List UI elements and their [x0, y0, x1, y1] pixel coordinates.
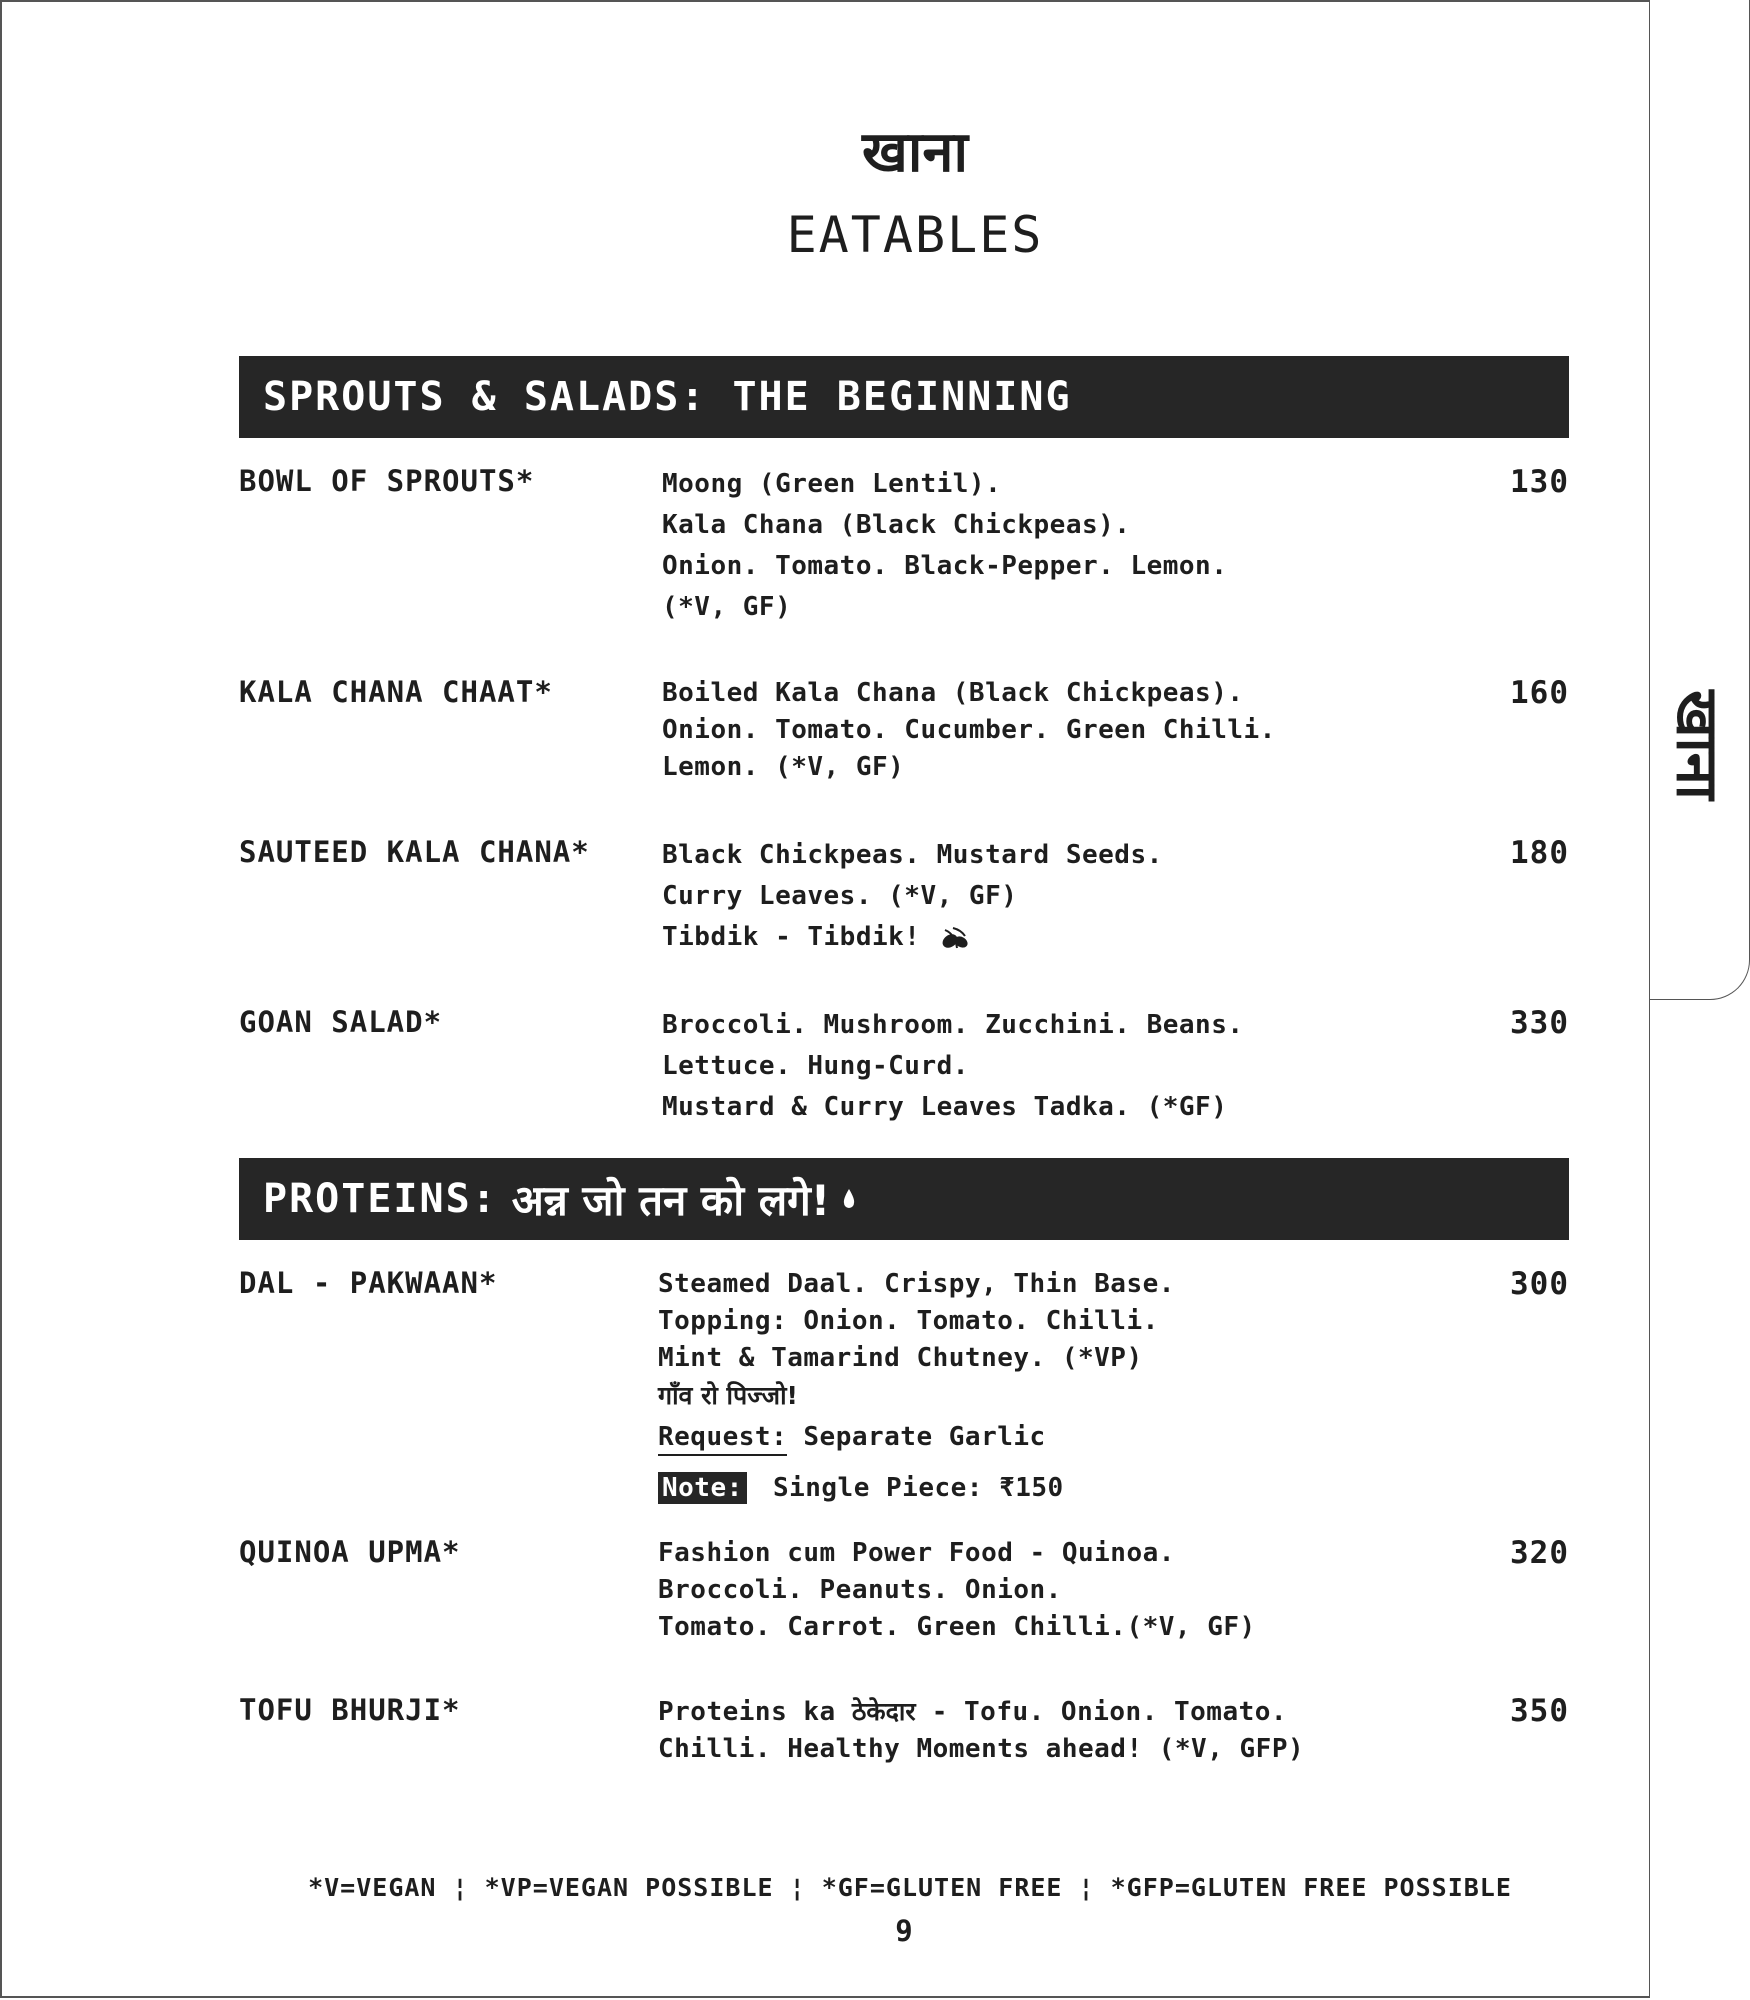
- item-name: DAL - PAKWAAN*: [239, 1266, 498, 1300]
- description-line: Lemon. (*V, GF): [662, 752, 905, 782]
- page-number: 9: [895, 1914, 913, 1948]
- dietary-legend: *V=VEGAN ¦ *VP=VEGAN POSSIBLE ¦ *GF=GLUTEN FREE ¦ *GFP=GLUTEN FREE POSSIBLE: [308, 1873, 1512, 1902]
- description-line: Mustard & Curry Leaves Tadka. (*GF): [662, 1092, 1228, 1122]
- item-name: QUINOA UPMA*: [239, 1535, 461, 1569]
- description-line: Moong (Green Lentil).: [662, 469, 1002, 499]
- item-description: [662, 835, 1442, 958]
- item-price: 160: [1510, 675, 1569, 711]
- description-line: Steamed Daal. Crispy, Thin Base.: [658, 1269, 1175, 1299]
- description-line: [662, 917, 1442, 958]
- item-price: 320: [1510, 1535, 1569, 1571]
- description-line: Fashion cum Power Food - Quinoa.: [658, 1538, 1175, 1568]
- leaf-icon: [939, 924, 971, 952]
- description-line: Boiled Kala Chana (Black Chickpeas).: [662, 678, 1244, 708]
- description-line: Black Chickpeas. Mustard Seeds.: [662, 840, 1163, 870]
- item-price: 180: [1510, 835, 1569, 871]
- item-price: 130: [1510, 464, 1569, 500]
- note-text: Single Piece: ₹150: [772, 1473, 1064, 1503]
- section-title: PROTEINS:: [263, 1176, 498, 1222]
- description-line: Broccoli. Peanuts. Onion.: [658, 1575, 1062, 1605]
- item-name: BOWL OF SPROUTS*: [239, 464, 535, 498]
- tagline-text: Tibdik - Tibdik!: [662, 922, 921, 952]
- request-text: Separate Garlic: [803, 1422, 1046, 1452]
- description-hindi: ठेकेदार: [851, 1697, 916, 1726]
- request-line: [658, 1417, 1438, 1458]
- section-header-proteins: [239, 1158, 1569, 1240]
- side-tab-label: खाना: [1663, 690, 1732, 800]
- section-header-sprouts-salads: [239, 356, 1569, 438]
- description-line: Onion. Tomato. Cucumber. Green Chilli.: [662, 715, 1276, 745]
- description-line: Kala Chana (Black Chickpeas).: [662, 510, 1131, 540]
- description-line: Chilli. Healthy Moments ahead! (*V, GFP): [658, 1734, 1305, 1764]
- item-description: [658, 1266, 1438, 1509]
- item-price: 350: [1510, 1693, 1569, 1729]
- section-title-hindi: अन्न जो तन को लगे!: [511, 1175, 830, 1225]
- description-line: [658, 1693, 1438, 1731]
- request-label: Request:: [658, 1422, 787, 1456]
- description-line: Onion. Tomato. Black-Pepper. Lemon.: [662, 551, 1228, 581]
- description-line: Topping: Onion. Tomato. Chilli.: [658, 1306, 1159, 1336]
- description-line: Tomato. Carrot. Green Chilli.(*V, GF): [658, 1612, 1256, 1642]
- description-line: Broccoli. Mushroom. Zucchini. Beans.: [662, 1010, 1244, 1040]
- item-price: 300: [1510, 1266, 1569, 1302]
- description-line: Lettuce. Hung-Curd.: [662, 1051, 969, 1081]
- item-description: [662, 464, 1442, 628]
- item-name: GOAN SALAD*: [239, 1005, 443, 1039]
- item-price: 330: [1510, 1005, 1569, 1041]
- item-description: [658, 1535, 1438, 1646]
- note-line: [658, 1468, 1438, 1509]
- section-title: SPROUTS & SALADS: THE BEGINNING: [263, 374, 1072, 420]
- item-name: SAUTEED KALA CHANA*: [239, 835, 590, 869]
- description-line: (*V, GF): [662, 592, 792, 622]
- page-title-hindi: खाना: [862, 120, 968, 185]
- item-name: TOFU BHURJI*: [239, 1693, 461, 1727]
- description-suffix: - Tofu. Onion. Tomato.: [931, 1697, 1288, 1727]
- description-line: Curry Leaves. (*V, GF): [662, 881, 1018, 911]
- description-line: [658, 1377, 1438, 1415]
- tagline-hindi: गाँव रो पिज्जो!: [658, 1381, 798, 1410]
- page-title: EATABLES: [786, 206, 1044, 264]
- item-description: [662, 675, 1442, 786]
- note-label: Note:: [658, 1472, 747, 1504]
- description-prefix: Proteins ka: [658, 1697, 836, 1727]
- item-name: KALA CHANA CHAAT*: [239, 675, 553, 709]
- item-description: [658, 1693, 1438, 1768]
- description-line: Mint & Tamarind Chutney. (*VP): [658, 1343, 1143, 1373]
- drop-icon: [842, 1188, 856, 1210]
- item-description: [662, 1005, 1442, 1128]
